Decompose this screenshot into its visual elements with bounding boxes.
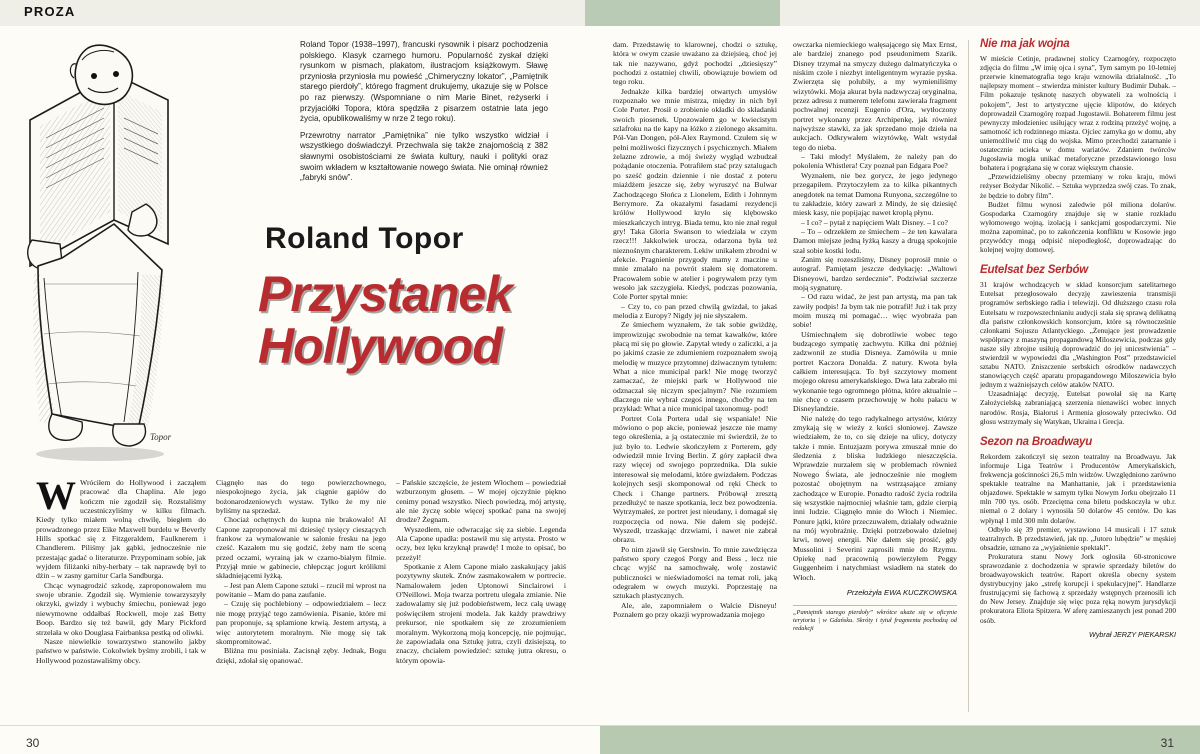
page-number-left: 30 bbox=[26, 736, 40, 750]
body-column-4 bbox=[613, 40, 777, 712]
article-author: Roland Topor bbox=[265, 222, 464, 255]
body-paragraph: – I co? – pytał z napięciem Walt Disney. – I co? bbox=[801, 217, 948, 227]
body-paragraph: Nasze niewielkie towarzystwo stanowiło jakby państwo w państwie. Cokolwiek byśmy zrobili, i tak w Hollywood pozostawaliśmy obcy. bbox=[36, 636, 206, 665]
news-paragraph: Rekordem zakończył się sezon teatralny na Broadwayu. Jak informuje Liga Teatrów i Producentów Amerykańskich, frekwencja gościnności 26,5 mln widzów. Uwzględniono zarówno spektakle teatralne na Manhattanie, jak i przedstawienia objazdowe. Spektakle w samym tylku Nowym Jorku obejrzało 11 mln 700 tys. osób. Przeciętna cena biletu podskoczyła w ub.r. niemal o 2 dolary i wynosiła 50 dolarów 45 centów. Do kas wpłynął 1 mld 300 mln dolarów. bbox=[980, 451, 1176, 525]
news-paragraph: Budżet filmu wynosi zaledwie pół miliona dolarów. Gospodarka Czarnogóry znajduje się w stanie rozkładu wyłomowego wojną, izolacją i sankcjami gospodarczymi. Nie można zapominać, po to zakończenia konfliktu w Kosowie jego przywódcy mogą odpisić niepodległość, doprowadzając do kolejnej wojny domowej. bbox=[980, 199, 1176, 255]
news-signature: Wybrał JERZY PIEKARSKI bbox=[1089, 629, 1176, 639]
artist-signature: Topor bbox=[150, 432, 172, 442]
body-paragraph: – Taki młody! Myślałem, że należy pan do pokolenia Whistlera! Czy poznał pan Edgara Poe? bbox=[793, 152, 957, 171]
body-paragraph: Uśmiechnąłem się dobrotliwie wobec tego budzącego sympatię zachwytu. Kilka dni później zadzwonił ze studia Disneya. Zamówiła u mnie portret Kaczora Donalda. Z natury. Kwota była całkiem interesująca. To był szczytowy moment mojego okresu amerykańskiego. Dwa lata zabrało mi wykonanie tego ogromnego płótna, które aktualnie – nie chcę o czasem przechowuję w holu pałacu w Disneylandzie. bbox=[793, 329, 957, 414]
intro-paragraph: Roland Topor (1938–1997), francuski rysownik i pisarz pochodzenia polskiego. Klasyk czarnego humoru. Popularność zyskał dzięki rysunkom w pismach, plakatom, ilustracjom książkowym. Sławę przyniosła przyniosła mu powieść „Chimeryczny lokator”, „Pamiętnik starego pierdoły”, którego fragment drukujemy, ukazuje się w Polsce po raz pierwszy. (Wspomniane o nim Marie Binet, reżyserki i przyjaciółki Topora, która spędziła z pisarzem ostatnie lata jego życia, opublikowaliśmy w nrze 2 tego roku). bbox=[300, 40, 548, 124]
news-paragraph: Odbyło się 39 premier, wystawiono 14 musicali i 17 sztuk teatralnych. B przedstawień, jak np. „Jutoro lubędzie” w męskiej obsadzie, uznano za „wyjaśnienie spektakl”. bbox=[980, 524, 1176, 552]
section-label: PROZA bbox=[24, 4, 76, 19]
body-paragraph: dam. Przedstawię to klarownej, chodzi o sztukę, która w owym czasie uważano za dziejsieą, choć jej tak nie nazywano, gdyż pochodzi „dziesięszy” pochodzi z ostatniej chwili, obowiązuje bowiem od tego roku. bbox=[613, 40, 777, 87]
body-paragraph: Nie należę do tego radykalnego artystów, którzy zmykają się w wieży z kości słoniowej. Zawsze wiedziałem, że to, co się dzieje na ulicy, dotyczy także i mnie. Entuzjazm porywa zmuszał mnie do śledzenia z bliska ludzkiego nieszczęścia. Wprawdzie nurzałem się w problemach również Nowego Świata, ale jednocześnie nie mogłem pozostać obojętnym na wstrząsające zmiany zachodzące w Europie. Ponadto radość życia rodziła się wszystkie najmocniej właśnie tam, gdzie cierpią inni ludzie. Ciągnęło mnie do Włoch i Niemiec. Ponure jątki, które przeczuwałem, działały odważnie na mój wyobraźnię. Dzięki potrzebowało dzielnej krwi, nowej energii. Nie dałem się prosić, gdy Mussolini i Severini zaprosili mnie do Rzymu. Opiekę nad pracownią powierzyłem Peggy Guggenheim i natychmiast wsiadłem na statek do Włoch. bbox=[793, 413, 957, 582]
body-paragraph: W Wróciłem do Hollywood i zacząłem pracować dla Chaplina. Ale jego kończm nie zgodził się. Rozstaliśmy uczestniczyliśmy w kilku filmach. Kiedy tylko miałem wolną chwilę, biegłem do prowadzonego przez Eike Maxwell burdelu w Beverly Hills spotkać się z Fitzgeraldem, Faulknerem i Chandlerem. Piliśmy jak gąbki, jednocześnie nie przestając gadać o literaturze. Przypominam sobie, jak wyjdem filiżanki niby-herbaty – tak naprawdę był to dżin – w zasny garnitur Carla Sandburga. bbox=[36, 473, 206, 581]
body-paragraph: Ale, ale, zapomniałem o Walcie Disneyu! Poznałem go przy okazji wyprowadzania mojego bbox=[613, 600, 777, 619]
body-paragraph: Bliźna mu posiniała. Zacisnął zęby. Jednak, Bogu dzięki, zdołał się opanować. bbox=[216, 646, 386, 665]
body-paragraph: – Czy to, co pan przed chwilą gwizdał, to jakaś melodia z Europy? Nigdy jej nie słyszałem. bbox=[613, 301, 777, 320]
body-paragraph: Portret Cola Portera udał się wspaniale! Nie mówiono o pop akcie, ponieważ jeszcze nie mamy tego określenia, a ją ostatecznie mi świerdził, że to już było to. Ledwie skończyłem z Porterem, gdy odwiedził mnie Irving Berlin. Z góry zapłacił dwa razy więcej od swojego poprzednika. Dla sukie interesował się melodami, które gwizdałem. Podczas kolejnych sesji skomponował od ręki Check to Check i Change partners. Próbowął zresztą przedłużyć te nasze spotkania, lecz bez powodzenia. Wytrzymałeś, ze portret jest nieudany, i domagał się rozpoczęcia od nowa. Nie dałem się podejść. Wyszedł, trzaskając drzwiami, i nawet nie zabrał obrazu. bbox=[613, 413, 777, 545]
news-heading-1: Nie ma jak wojna bbox=[980, 38, 1070, 50]
body-paragraph: Chcąc wynagrodzić szkodę, zaproponowałem mu swoje ubranie. Zgodził się. Wymienie towarzyszyły okrzyki, gwizdy i wybuchy śmiechu, ponieważ jego niewymowne oddałbaś Rockwell, moje zaś Betty Boop. Bardzo się też bawił, gdy Mary Pickford strzelała w oko Douglasa Fairbanksa pestką od oliwki. bbox=[36, 580, 206, 637]
body-column-1 bbox=[36, 473, 206, 710]
body-paragraph: – Pańskie szczęście, że jestem Włochem – powiedział wzburzonym głosem. – W mojej ojczyźnie piękno cenimy ponad wszystko. Niech powiedzą, mój artystę, ale nie życzę sobie więcej spotkać pana na swojej drodze? Żegnam. bbox=[396, 478, 566, 525]
news-paragraph: W mieście Cetinje, pradawnej stolicy Czarnogóry, rozpoczęto zdjęcia do filmu „W imię ojca i syna”, Tym samym po 10-letniej przerwie kinematografia tego kraju wznowiła działalność. „To najlepszy moment – stwierdza minister kultury Budimir Dubak. – Film pokazuje tęsknotę naszych obywateli za wolnością i pokojem”, Jest to artystyczne ujęcie klipotów, do których doprowadził Czarnogórę rozpad Jugostawii. Bohaterem filmu jest pewnyczy młodzieniec usiłujący wraz z rodziną przeżyć wojnę, a samotność ich rodzinnego miasta. Ojciec zamyka go w domu, aby uniemożliwić mu ciąg do wojska. Mimo przechodzi zatarnanie i ostatecznie ucieka w domu wariatów. Zdaniem twórców Jugosławia mogła unikać metaforyczne przedstawionego losu bohatera i pogrążana się w coraz większym chaosie. bbox=[980, 54, 1176, 173]
body-column-2 bbox=[216, 478, 386, 710]
body-paragraph: Ciągnęło nas do tego powierzchownego, niespokojnego życia, jak ciągnie gapiów do bożonarodzeniowych wystaw. Tylko że my nie byliśmy na sprzedaż. bbox=[216, 478, 386, 516]
body-paragraph: – Jest pan Alem Capone sztuki – rzucił mi wprost na powitanie – Mam do pana zaufanie. bbox=[216, 580, 386, 600]
body-paragraph: Po nim zjawił się Gershwin. To mnie zawdzięcza państwo spory czegoś Porgy and Bess , lecz nie chcąc wyjść na samochwałę, wolę zostawić publiczności w nieświadomości na temat roli, jaką odegrałem w owych muzyki. Poprzestaję na sztukach plastycznych. bbox=[613, 544, 777, 601]
body-paragraph: – To – odrzekłem ze śmiechem – że ten kawalara Damon miejsze jedną łyżką kaszy a drugą spokojnie szał sobie kostki lodu. bbox=[793, 226, 957, 255]
body-paragraph: Zanim się rozeszliśmy, Disney poprosił mnie o autograf. Pamiętam jeszcze dedykację: „Waltowi Disneyowi, bardzo serdecznie”. Podziwiał szczerze moją sygnaturę. bbox=[793, 254, 957, 292]
news-heading-3: Sezon na Broadwayu bbox=[980, 435, 1093, 448]
intro-box bbox=[300, 40, 548, 190]
news-paragraph: Uzasadniając decyzję, Eutelsat powołał się na Kartę Założycielską zabraniającą szerzenia nienawiści wobec innych narodów. Rosja, Białoruś i Armenia głosowały przeciwko. Od głosu wstrzymały się Watykan, Ukraina i Grecja. bbox=[980, 389, 1176, 426]
body-paragraph: Spotkanie z Alem Capone miało zaskakujący jakiś pozytywny skutek. Znów zasmakowałem w portrecie. Namalowałem jeden Uptonowi Sinclairowi i O'Neillowi. Moja twarza portretu ulegała zmianie. Nie zadowalamy się już podobieństwem, lecz całą uwagę poświęciłem strojeni modela. Jak każdy prawdziwy prekursor, nie spotkałem się ze zrozumieniem moralnym. Wykorzoną moją koncepcję, nie pojmując, że zapowiadała ona Sztukę jutra, czyli dzisiejszą, to znaczy, chciałem powiedzieć: sztukę jutra okresu, o którym opowia- bbox=[396, 562, 566, 665]
body-column-3 bbox=[396, 478, 566, 710]
footer-green-block bbox=[600, 726, 1200, 754]
news-sidebar bbox=[980, 40, 1176, 712]
footnote: „Pamiętnik starego pierdoły” wkrótce ukaże się w oficynie terytoria | w Gdańsku. Skróty i tytuł fragmentu pochodzą od redakcji bbox=[793, 605, 957, 633]
headline-line-2: Hollywood bbox=[258, 318, 502, 374]
page-number-right: 31 bbox=[1160, 736, 1174, 750]
body-paragraph: – Od razu widać, że jest pan artystą, ma pan tak zawiły podpis! Ja bym tak nie potrafił! Już i tak przy moim muszą mi pomagać… więc wyobraża pan sobie! bbox=[793, 292, 957, 330]
header-green-block bbox=[585, 0, 780, 26]
body-paragraph: owczarka niemieckiego wałęsającego się Max Ernst, ale bardziej znanego pod pseudonimem Szarik. Disney trzymał na smyczy dużego dalmatyńczyka o niskim czole i niezbyt inteligentnym wyrazie pyska. Zwierzęta się polubiły, a my wymieniliśmy wizytówki. Moja akurat była nadzwyczaj oryginalna, przez adresu z numerem telefonu zawierała fragment pochwalnej recenzji Eugenio d'Ora, wytłoczony portret wykonany przez Archipenkę, jak również najwyższe stawki, za jak sprzedano moje dzieła na aukcjach. Odkrywałem wizytówkę, Walt wstydał tego do nieba. bbox=[793, 40, 957, 152]
column-divider bbox=[968, 40, 969, 712]
body-paragraph: – Czuję się pochlebiony – odpowiedziałem – lecz nie mogę przyjąć tego zamówienia. Pisanie, które mi pan proponuje, są splamione krwią. Jestem artystą, a więc autorytetem moralnym. Nie mogę się tak skompromitować. bbox=[216, 599, 386, 646]
news-paragraph: „Przewidzieliśmy obecny przemiany w roku kraju, mówi reżyser Bożydar Nikolić. – Sztuka wyprzedza swój czas. To znak, że będzie to dobry film”. bbox=[980, 172, 1176, 200]
headline-line-1: Przystanek bbox=[258, 266, 513, 322]
drop-cap: W bbox=[36, 473, 76, 518]
news-paragraph: Prokuratura stanu Nowy Jork ogłosiła 60-stronicowe sprawozdanie z dochodzenia w sprawie sprzedaży biletów do broadwayowskich teatrów. Raport określa obecny system dystrybucyjny jako „strefę korupcji i spekulacyjnej”. Handlarze frustrującymi się fachową z sprzedaży wstępnych przenosili ich do New Jersey. Znajduje się więc poza ręką nowym jurysdykcji prokuratora Eliota Spitzera. W aferę zamieszanych jest ponad 200 osób. bbox=[980, 551, 1176, 625]
body-paragraph: Wyszedłem, nie odwracając się za siebie. Legenda Ala Capone upadła: postawił mu się artysta. Prosto w oczy, bez lęku krzyknął prawdę! I może to opisać, bo przeżył! bbox=[396, 524, 566, 562]
translator-credit: Przełożyła EWA KUCZKOWSKA bbox=[846, 587, 957, 597]
article-headline bbox=[258, 268, 588, 372]
news-heading-2: Eutelsat bez Serbów bbox=[980, 264, 1089, 277]
body-paragraph: Ze śmiechem wyznałem, że tak sobie gwiżdżę, improwizując swobodnie na temat kawałków, które płacą mi się po głowie. Zapytał wtedy o zaliczki, a ja po jakimś czasie ze zdumieniem rozpoznałem swoją melodię w muzyce przytomnej dziwacznym tytułem: What a nice municipal park! Nie mogę tworzyć zamaczać, że miejski park w Hollywood nie odznaczał się niczym specjalnym? Nie rozumiem dlaczego nie wybrał czegoś innego, choćby na ten przykład: What a nice municipal taxonomug- pod! bbox=[613, 320, 777, 414]
body-column-5 bbox=[793, 40, 957, 712]
intro-paragraph: Przewrotny narrator „Pamiętnika” nie tylko wszystko widział i wszystkiego doświadczył. Przechwala się także znajomością z 382 sławnymi osobistościami ze świata kultury, nauki i polityki oraz swoim wkładem w kształtowanie nowego świata. Nie ominął również „fabryki snów”. bbox=[300, 130, 548, 183]
body-paragraph: Wyznałem, nie bez gorycz, że jego jedynego przegapiłem. Przytoczyłem za to kilka pikantnych anegdotek na temat Damona Runyona, szczególne to tu zakładzie, który zawarł z Mindy, że się dziesięć miesk kasy, nie popijając nawet kroplą płynu. bbox=[793, 170, 957, 218]
news-paragraph: 31 krajów wchodzących w skład konsorcjum satelitarnego Eutelsat przegłosowało decyzję zawieszenia transmisji programów serbskiego radia i telewizji. Od dłuższego czasu rola Eutelsatu w rozpowszechnianiu audycji stała się sprawą delikatną dla państw członkowskich konsorcjum, które są równocześnie członkami Sojuszu Atlantyckiego. „Żenujące jest prowadzenie współpracy z maszyną propagandową Miloszewicia, podczas gdy nasze siły zbrojne usiłują doprowadzić do jej unicestwienia” – stwierdził w wypowiedzi dla „Washington Post” przedstawiciel sztabu NATO. Zniszczenie serbskich ośrodków nadawczych stanowiących część aparatu propagandowego Miloszewicia było jednym z ważniejszych celów ataków NATO. bbox=[980, 280, 1176, 390]
body-paragraph: Chociaż ochętnych do kupna nie brakowało! Al Capone zaproponował mi dziesięć tysięcy cieszących frankow za wymalowanie w salonie fresku na jego cześć. Kazałem mu się godzić, żeby nam tle sceną przed oczami, wyrainą jak w czarno-białym filmie. Przyjął mnie w gabinecie, chłepcząc jogurt królikmi składniejącemi łyżką. bbox=[216, 515, 386, 581]
illustration bbox=[18, 34, 218, 474]
body-paragraph: Jednakże kilka bardziej otwartych umysłów rozpoznało we mnie mistrza, między in nich był Cole Porter. Prosił o zrobienie okładki do składanki swoich piosenek. Upozowałem go w kwiecistym szlafroku na tle kapy na łóżko z zielonego aksamitu. Pół-Van Dongen, pół-Alex Raymond. Czułem się w pełni możliwości fizycznych i psychicznych. Miałem żelazne zdrowie, a mój świeży wygląd wzbudzał pożądanie otoczenia. Potrafiłem stać przy sztalugach po sześć godzin dziennie i nie dostać z poteru miażdżem jeszcze się, żeby wyruszyć na Bulwar Zachodzącego Słońca z Lionelem, Edith i Johnnym Berrymore. Za okazałymi fasadami rezydencji królów Hollywood kryło się klębowsko mieszkańczych intryg. Biada temu, kto nie znał reguł gry! Taka Gloria Swanson to wiedziała w czym rzecz!!! Jakkolwiek urocza, odarzona była też nieznośnym charakterem. Lekiw unikałem zbrodni w afekcie. Pragnienie przygody mamy z maczine u mnie zmalało na powrót stałem się domatorem. Pracowałem sobie w atelier i pogrywałem przy tym wesoło jak szczygieła. Kiedyś, podczas pozowania, Cole Porter spytał mnie: bbox=[613, 86, 777, 302]
